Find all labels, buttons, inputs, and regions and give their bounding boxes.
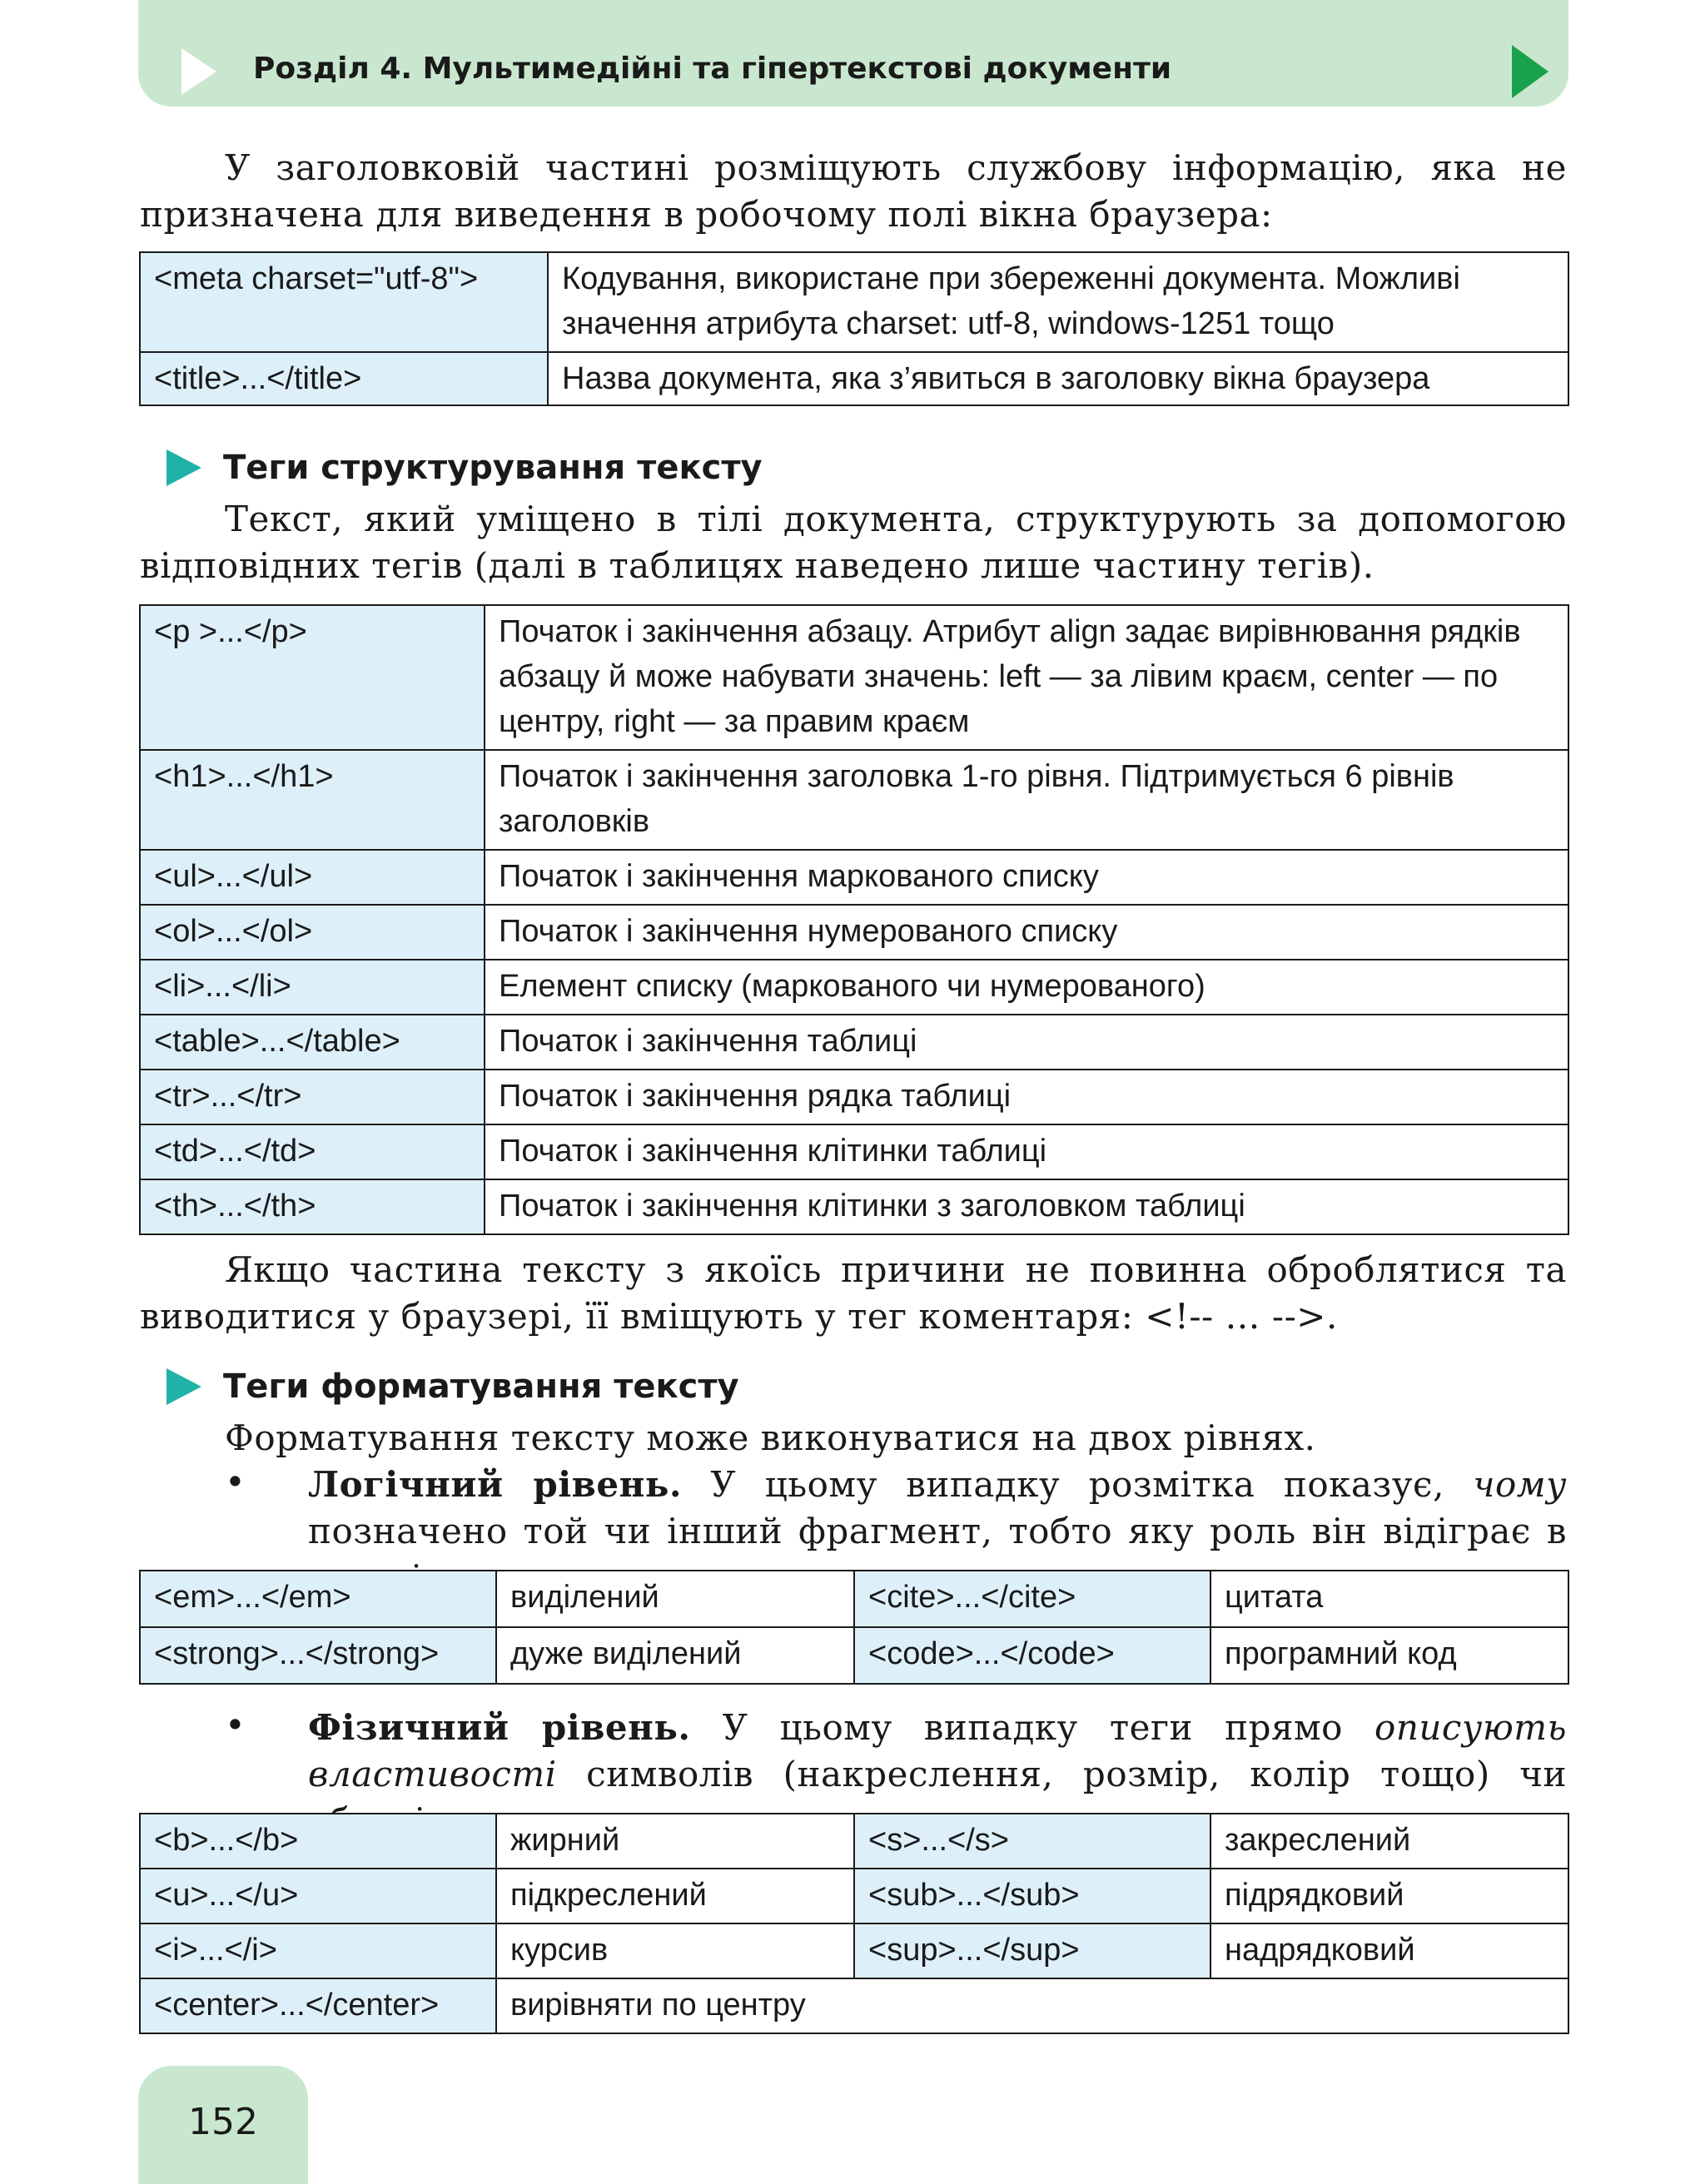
table-row bbox=[140, 605, 1568, 750]
head-tags-table bbox=[139, 251, 1569, 406]
desc-cell: цитата bbox=[1210, 1571, 1568, 1627]
desc-cell: Початок і закінчення маркованого списку bbox=[485, 850, 1568, 905]
desc-cell: програмний код bbox=[1210, 1627, 1568, 1684]
desc-cell: курсив bbox=[496, 1923, 854, 1978]
header-arrow-left-icon bbox=[181, 48, 216, 95]
tag-cell: <p >...</p> bbox=[140, 605, 485, 750]
desc-cell: дуже виділений bbox=[496, 1627, 854, 1684]
bullet-emphasis: чому bbox=[1473, 1464, 1567, 1505]
bullet-lead: Логічний рівень. bbox=[308, 1464, 682, 1505]
tag-cell: <strong>...</strong> bbox=[140, 1627, 496, 1684]
table-row bbox=[140, 750, 1568, 850]
table-row bbox=[140, 1015, 1568, 1070]
bullet-text: У цьому випадку теги прямо bbox=[690, 1707, 1375, 1748]
table-row bbox=[140, 1124, 1568, 1179]
table-row bbox=[140, 905, 1568, 960]
desc-cell: Початок і закінчення рядка таблиці bbox=[485, 1070, 1568, 1124]
comment-paragraph: Якщо частина тексту з якоїсь причини не повинна оброблятися та виводитися у браузері, її вміщують у тег коментаря: <!-- … -->. bbox=[140, 1249, 1567, 1337]
table-row bbox=[140, 850, 1568, 905]
desc-cell: Початок і закінчення таблиці bbox=[485, 1015, 1568, 1070]
tag-cell: <title>...</title> bbox=[140, 352, 548, 405]
chapter-header bbox=[138, 0, 1568, 107]
desc-cell: вирівняти по центру bbox=[496, 1978, 1568, 2033]
desc-cell: надрядковий bbox=[1210, 1923, 1568, 1978]
section-title: Теги форматування тексту bbox=[223, 1367, 739, 1406]
desc-cell: закреслений bbox=[1210, 1814, 1568, 1869]
desc-cell: Початок і закінчення нумерованого списку bbox=[485, 905, 1568, 960]
table-row bbox=[140, 1571, 1568, 1627]
tag-cell: <b>...</b> bbox=[140, 1814, 496, 1869]
tag-cell: <em>...</em> bbox=[140, 1571, 496, 1627]
table-row bbox=[140, 1179, 1568, 1234]
header-arrow-right-icon bbox=[1512, 45, 1548, 98]
table-row bbox=[140, 352, 1568, 405]
bullet-marker: • bbox=[225, 1705, 246, 1745]
desc-cell: підкреслений bbox=[496, 1869, 854, 1923]
structure-tags-table bbox=[139, 604, 1569, 1235]
table-row bbox=[140, 1978, 1568, 2033]
desc-cell: Початок і закінчення клітинки таблиці bbox=[485, 1124, 1568, 1179]
page-number-tab bbox=[138, 2066, 308, 2184]
desc-cell: Початок і закінчення абзацу. Атрибут align задає вирівнювання рядків абзацу й може набувати значень: left — за лівим краєм, center — по центру, right — за правим краєм bbox=[485, 605, 1568, 750]
section2-paragraph: Форматування тексту може виконуватися на двох рівнях. bbox=[225, 1417, 1316, 1458]
play-arrow-icon bbox=[167, 1368, 201, 1405]
tag-cell: <table>...</table> bbox=[140, 1015, 485, 1070]
tag-cell: <th>...</th> bbox=[140, 1179, 485, 1234]
desc-cell: Елемент списку (маркованого чи нумерованого) bbox=[485, 960, 1568, 1015]
desc-cell: підрядковий bbox=[1210, 1869, 1568, 1923]
table-row bbox=[140, 1627, 1568, 1684]
chapter-title: Розділ 4. Мультимедійні та гіпертекстові документи bbox=[253, 52, 1172, 86]
table-row bbox=[140, 1923, 1568, 1978]
desc-cell: Назва документа, яка з’явиться в заголовку вікна браузера bbox=[548, 352, 1568, 405]
bullet-text: символів (накреслення, розмір, колір тощо) чи bbox=[586, 1754, 1567, 1794]
desc-cell: жирний bbox=[496, 1814, 854, 1869]
table-row bbox=[140, 1070, 1568, 1124]
tag-cell: <center>...</center> bbox=[140, 1978, 496, 2033]
desc-cell: Початок і закінчення клітинки з заголовком таблиці bbox=[485, 1179, 1568, 1234]
page-number: 152 bbox=[188, 2101, 258, 2143]
intro-paragraph: У заголовковій частині розміщують службову інформацію, яка не призначена для виведення в робочому полі вікна браузера: bbox=[140, 147, 1567, 235]
tag-cell: <meta charset="utf-8"> bbox=[140, 252, 548, 352]
desc-cell: виділений bbox=[496, 1571, 854, 1627]
bullet-text: У цьому випадку розмітка показує, bbox=[681, 1464, 1474, 1505]
tag-cell: <sup>...</sup> bbox=[854, 1923, 1210, 1978]
section1-paragraph: Текст, який уміщено в тілі документа, структурують за допомогою відповідних тегів (далі в таблицях наведено лише частину тегів). bbox=[140, 499, 1567, 586]
tag-cell: <li>...</li> bbox=[140, 960, 485, 1015]
tag-cell: <tr>...</tr> bbox=[140, 1070, 485, 1124]
logical-tags-table bbox=[139, 1570, 1569, 1685]
table-row bbox=[140, 1814, 1568, 1869]
tag-cell: <u>...</u> bbox=[140, 1869, 496, 1923]
desc-cell: Початок і закінчення заголовка 1-го рівня. Підтримується 6 рівнів заголовків bbox=[485, 750, 1568, 850]
tag-cell: <ul>...</ul> bbox=[140, 850, 485, 905]
table-row bbox=[140, 960, 1568, 1015]
tag-cell: <s>...</s> bbox=[854, 1814, 1210, 1869]
tag-cell: <h1>...</h1> bbox=[140, 750, 485, 850]
tag-cell: <cite>...</cite> bbox=[854, 1571, 1210, 1627]
table-row bbox=[140, 252, 1568, 352]
tag-cell: <code>...</code> bbox=[854, 1627, 1210, 1684]
bullet-marker: • bbox=[225, 1462, 246, 1502]
bullet-emphasis: описують властивості bbox=[308, 1707, 1567, 1794]
section-title: Теги структурування тексту bbox=[223, 449, 763, 487]
tag-cell: <sub>...</sub> bbox=[854, 1869, 1210, 1923]
tag-cell: <td>...</td> bbox=[140, 1124, 485, 1179]
bullet-text: позначено той чи інший фрагмент, тобто яку роль він відіграє в bbox=[308, 1511, 1567, 1551]
bullet-lead: Фізичний рівень. bbox=[308, 1707, 691, 1748]
desc-cell: Кодування, використане при збереженні документа. Можливі значення атрибута charset: utf-8, windows-1251 тощо bbox=[548, 252, 1568, 352]
tag-cell: <i>...</i> bbox=[140, 1923, 496, 1978]
tag-cell: <ol>...</ol> bbox=[140, 905, 485, 960]
physical-tags-table bbox=[139, 1813, 1569, 2034]
table-row bbox=[140, 1869, 1568, 1923]
play-arrow-icon bbox=[167, 449, 201, 486]
